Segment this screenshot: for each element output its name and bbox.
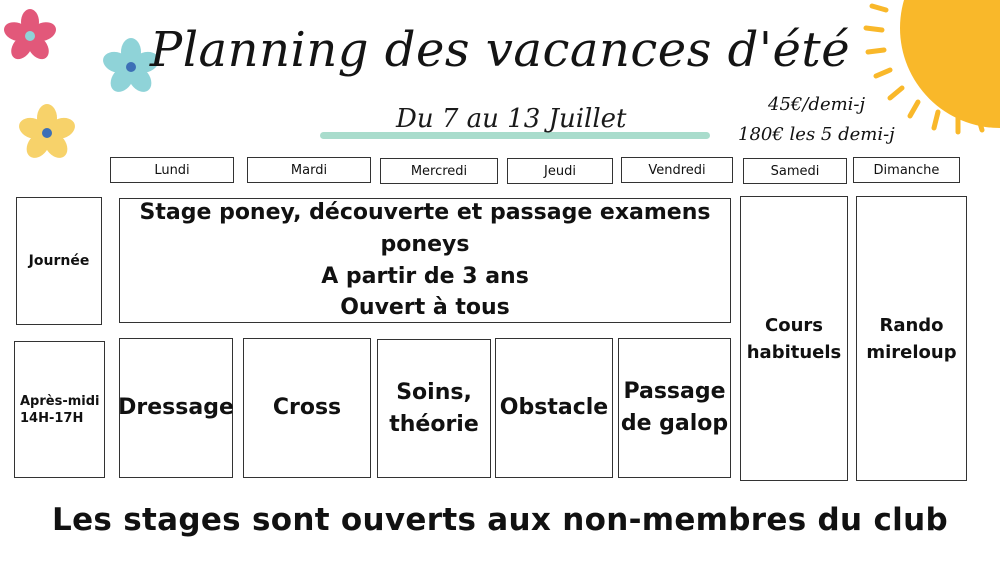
afternoon-mardi-text: Cross	[272, 395, 342, 421]
page-title: Planning des vacances d'été	[149, 22, 851, 78]
afternoon-cell-mercredi	[377, 339, 491, 478]
yellow-flower-icon	[16, 102, 78, 164]
afternoon-cell-mardi	[243, 338, 371, 478]
day-header-dimanche: Dimanche	[853, 157, 960, 183]
afternoon-mercredi-line1: Soins,	[396, 379, 472, 405]
day-header-vendredi: Vendredi	[621, 157, 733, 183]
weekend-cell-dimanche	[856, 196, 967, 481]
day-header-jeudi: Jeudi	[507, 158, 613, 184]
afternoon-jeudi-text: Obstacle	[499, 395, 609, 421]
dimanche-line1: Rando	[879, 314, 944, 336]
afternoon-vendredi-line1: Passage	[623, 379, 726, 405]
journee-line-open: Ouvert à tous	[340, 295, 510, 321]
price-half-day: 45€/demi-j	[768, 94, 866, 115]
day-header-lundi: Lundi	[110, 157, 234, 183]
row-label-apres-midi	[14, 341, 105, 478]
dimanche-line2: mireloup	[866, 341, 957, 363]
samedi-line2: habituels	[746, 341, 842, 363]
afternoon-cell-vendredi	[618, 338, 731, 478]
journee-stage-block	[119, 198, 731, 323]
afternoon-vendredi-line2: de galop	[620, 411, 729, 436]
row-label-journee	[16, 197, 102, 325]
row-label-journee-text: Journée	[28, 253, 90, 269]
afternoon-cell-lundi	[119, 338, 233, 478]
afternoon-mercredi-line2: théorie	[389, 411, 479, 437]
day-header-mercredi: Mercredi	[380, 158, 498, 184]
afternoon-cell-jeudi	[495, 338, 613, 478]
footer-note: Les stages sont ouverts aux non-membres du club	[52, 502, 948, 538]
journee-line-age: A partir de 3 ans	[321, 263, 529, 289]
journee-line-stage: Stage poney, découverte et passage examens poneys	[139, 199, 711, 257]
day-header-mardi: Mardi	[247, 157, 371, 183]
row-label-apres-midi-hours: 14H-17H	[20, 410, 84, 426]
afternoon-lundi-text: Dressage	[118, 395, 234, 421]
row-label-apres-midi-text: Après-midi	[20, 393, 100, 409]
day-header-samedi: Samedi	[743, 158, 847, 184]
weekend-cell-samedi	[740, 196, 848, 481]
samedi-line1: Cours	[765, 314, 823, 336]
date-range: Du 7 au 13 Juillet	[396, 104, 627, 134]
price-five-half-days: 180€ les 5 demi-j	[738, 124, 895, 145]
